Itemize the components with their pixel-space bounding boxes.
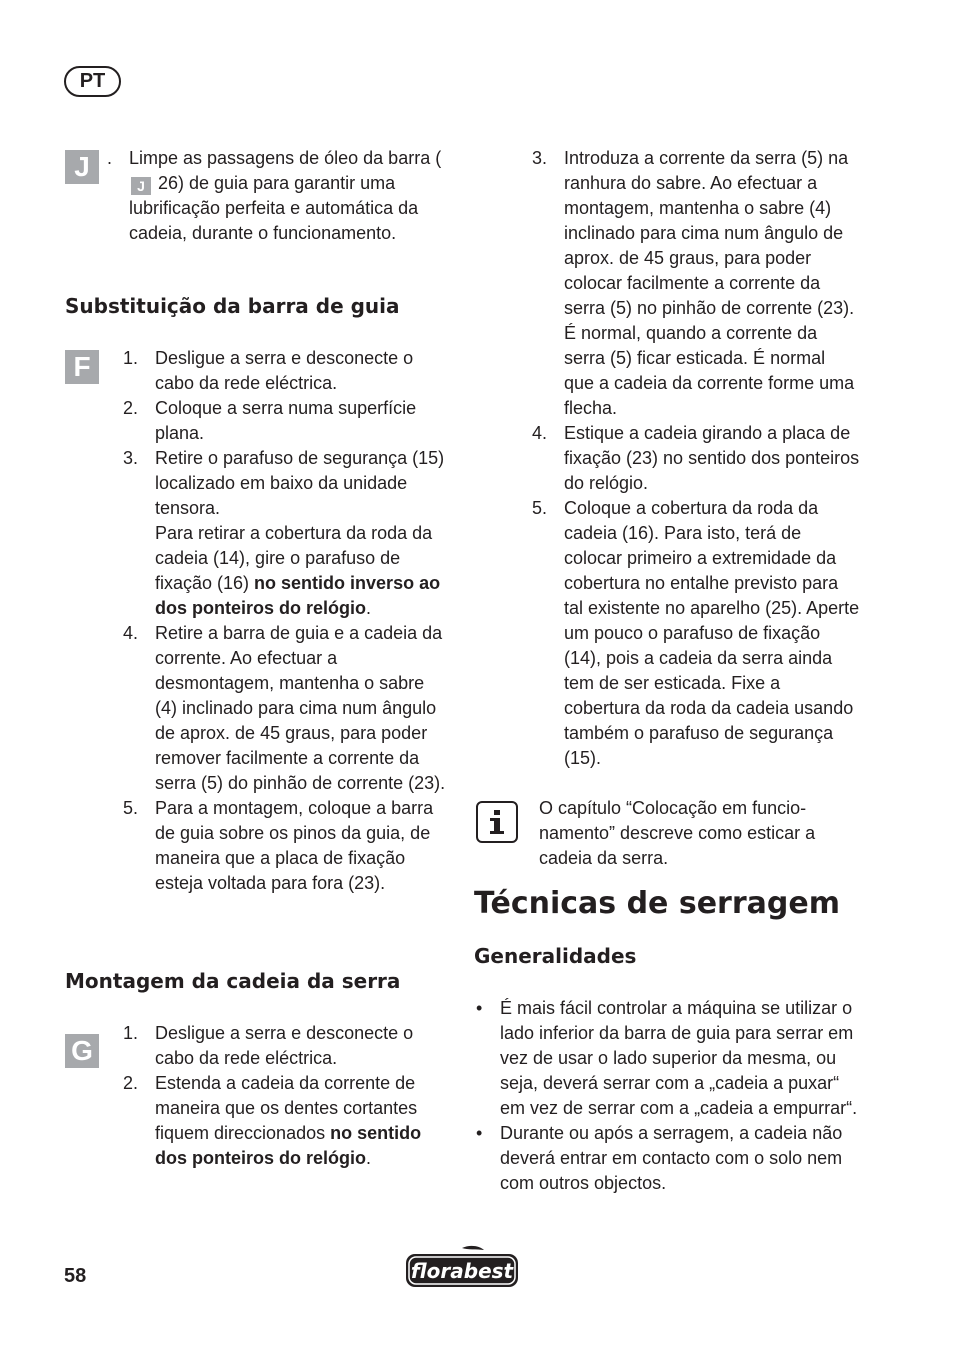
svg-text:florabest: florabest [410,1259,514,1283]
inline-figure-tag-j: J [131,177,151,195]
heading-chain-assembly: Montagem da cadeia da serra [65,969,401,993]
list-item: • É mais fácil controlar a máquina se utilizar o lado inferior da barra de guia para serrar em vez de usar o lado superior da mesma, ou seja, deverá serrar com a „cadeia a puxar“ em vez de serrar com a „cadeia a empurrar“. [476,998,858,1118]
list-item: 4. Retire a barra de guia e a cadeia da corrente. Ao efectuar a desmontagem, mantenha o sabre (4) inclinado para cima num ângulo de aprox. de 45 graus, para poder remover facilmente a corrente da serra (5) do pinhão de corrente (23). [123,623,446,793]
heading-guide-bar-replacement: Substituição da barra de guia [65,294,400,318]
intro-paragraph: Limpe as passagens de óleo da barra (J 26) de guia para garantir uma lubrificação perfeita e automática da cadeia, durante o funcionamento. [129,148,442,243]
figure-tag-j: J [65,150,99,184]
florabest-logo [404,1244,520,1290]
list-item: 2. Estenda a cadeia da corrente de maneira que os dentes cortantes fiquem direccionados no sentido dos ponteiros do relógio. [123,1073,422,1168]
language-badge: PT [64,66,121,97]
chain-assembly-steps-continued [532,146,860,771]
list-item: • Durante ou após a serragem, a cadeia não deverá entrar em contacto com o solo nem com outros objectos. [476,1123,843,1193]
guide-bar-steps [123,346,451,896]
list-item: 4. Estique a cadeia girando a placa de fixação (23) no sentido dos ponteiros do relógio. [532,423,860,493]
subheading-general: Generalidades [474,944,637,968]
section-title: Técnicas de serragem [474,886,840,921]
info-note-text: O capítulo “Colocação em funcionamento” descreve como esticar a cadeia da serra. [539,798,816,868]
list-item: 5. Para a montagem, coloque a barra de guia sobre os pinos da guia, de maneira que a placa de fixação esteja voltada para fora (23). [123,798,434,893]
list-item: 2. Coloque a serra numa superfície plana. [123,398,417,443]
list-item: 5. Coloque a cobertura da roda da cadeia (16). Para isto, terá de colocar primeiro a extremidade da cobertura no entalhe previsto para tal existente no aparelho (25). Aperte um pouco o parafuso de fixação (14), pois a cadeia da serra ainda tem de ser esticada. Fixe a cobertura da roda da cadeia usando também o parafuso de segurança (15). [532,498,860,768]
figure-tag-g: G [65,1034,99,1068]
list-item: 3. Retire o parafuso de segurança (15) localizado em baixo da unidade tensora. Para retirar a cobertura da roda da cadeia (14), gire o parafuso de fixação (16) no sentido inverso ao dos ponteiros do relógio. [123,448,445,618]
list-item: 3. Introduza a corrente da serra (5) na ranhura do sabre. Ao efectuar a montagem, mantenha o sabre (4) inclinado para cima num ângulo de aprox. de 45 graus, para poder colocar facilmente a corrente da serra (5) no pinhão de corrente (23). É normal, quando a corrente da serra (5) ficar esticada. É normal que a cadeia da corrente forme uma flecha. [532,148,855,418]
general-bullets [476,996,862,1196]
list-item: 1. Desligue a serra e desconecte o cabo da rede eléctrica. [123,1023,414,1068]
list-item: 1. Desligue a serra e desconecte o cabo da rede eléctrica. [123,348,414,393]
intro-marker: . [107,148,113,168]
page-number: 58 [64,1265,87,1287]
figure-tag-f: F [65,350,99,384]
info-icon [476,801,518,843]
chain-assembly-steps [123,1021,451,1171]
